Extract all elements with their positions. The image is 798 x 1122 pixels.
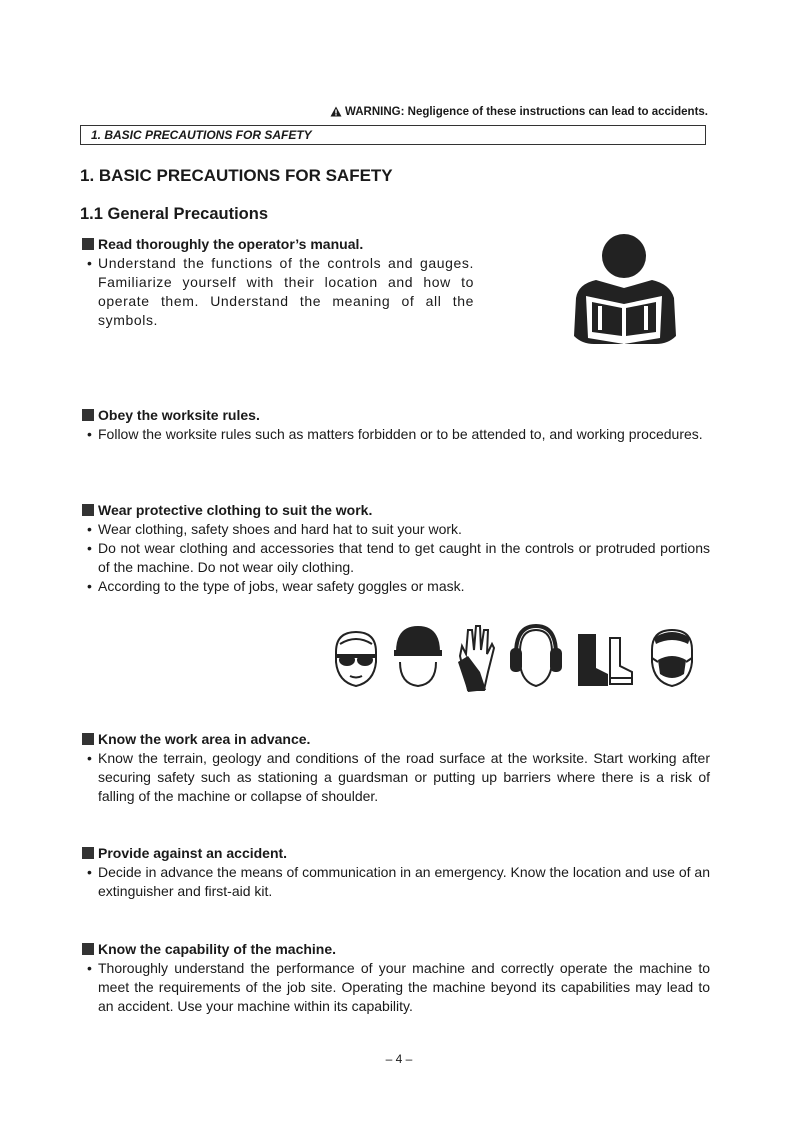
bullet-item: • Do not wear clothing and accessories that tend to get caught in the controls or protruded portions of the machine. Do not wear oily clothing.	[82, 539, 710, 577]
bullet-item: • Follow the worksite rules such as matters forbidden or to be attended to, and working procedures.	[82, 425, 710, 444]
safety-goggles-icon	[330, 628, 382, 690]
section-protective-clothing	[82, 502, 710, 596]
section-title: Provide against an accident.	[82, 845, 710, 861]
bullet-item: • According to the type of jobs, wear safety goggles or mask.	[82, 577, 710, 596]
bullet-item: • Understand the functions of the controls and gauges. Familiarize yourself with their location and how to operate them. Understand the meaning of all the symbols.	[82, 254, 474, 330]
section-accident-provision	[82, 845, 710, 901]
page-title: 1. BASIC PRECAUTIONS FOR SAFETY	[80, 166, 393, 185]
section-title: Read thoroughly the operator’s manual.	[82, 236, 474, 252]
square-bullet-icon	[82, 733, 94, 745]
ear-muffs-icon	[508, 624, 564, 690]
square-bullet-icon	[82, 409, 94, 421]
square-bullet-icon	[82, 847, 94, 859]
square-bullet-icon	[82, 238, 94, 250]
section-machine-capability	[82, 941, 710, 1016]
safety-boots-icon	[574, 628, 636, 690]
warning-note	[330, 106, 708, 118]
bullet-item: • Decide in advance the means of communication in an emergency. Know the location and use of an extinguisher and first-aid kit.	[82, 863, 710, 901]
section-header-box	[80, 125, 706, 145]
square-bullet-icon	[82, 943, 94, 955]
section-worksite-rules	[82, 407, 710, 444]
square-bullet-icon	[82, 504, 94, 516]
hard-hat-icon	[392, 622, 444, 690]
page-number: – 4 –	[385, 1052, 413, 1066]
face-mask-icon	[646, 626, 698, 690]
section-read-manual	[82, 236, 474, 330]
warning-text: WARNING: Negligence of these instructions can lead to accidents.	[345, 106, 708, 118]
section-title: Obey the worksite rules.	[82, 407, 710, 423]
bullet-item: • Thoroughly understand the performance of your machine and correctly operate the machine to meet the requirements of the job site. Operating the machine beyond its capabilities may lead to an accident. Use your machine within its capability.	[82, 959, 710, 1016]
section-title: Know the capability of the machine.	[82, 941, 710, 957]
section-header-label: 1. BASIC PRECAUTIONS FOR SAFETY	[91, 128, 312, 142]
page-subtitle: 1.1 General Precautions	[80, 205, 269, 223]
warning-triangle-icon	[330, 106, 342, 117]
section-work-area	[82, 731, 710, 806]
bullet-item: • Wear clothing, safety shoes and hard hat to suit your work.	[82, 520, 710, 539]
section-title: Wear protective clothing to suit the work.	[82, 502, 710, 518]
section-title: Know the work area in advance.	[82, 731, 710, 747]
gloves-icon	[454, 620, 498, 692]
read-manual-icon	[564, 232, 686, 348]
bullet-item: • Know the terrain, geology and conditions of the road surface at the worksite. Start working after securing safety such as stationing a guardsman or putting up barriers where there is a risk of falling of the machine or collapse of shoulder.	[82, 749, 710, 806]
